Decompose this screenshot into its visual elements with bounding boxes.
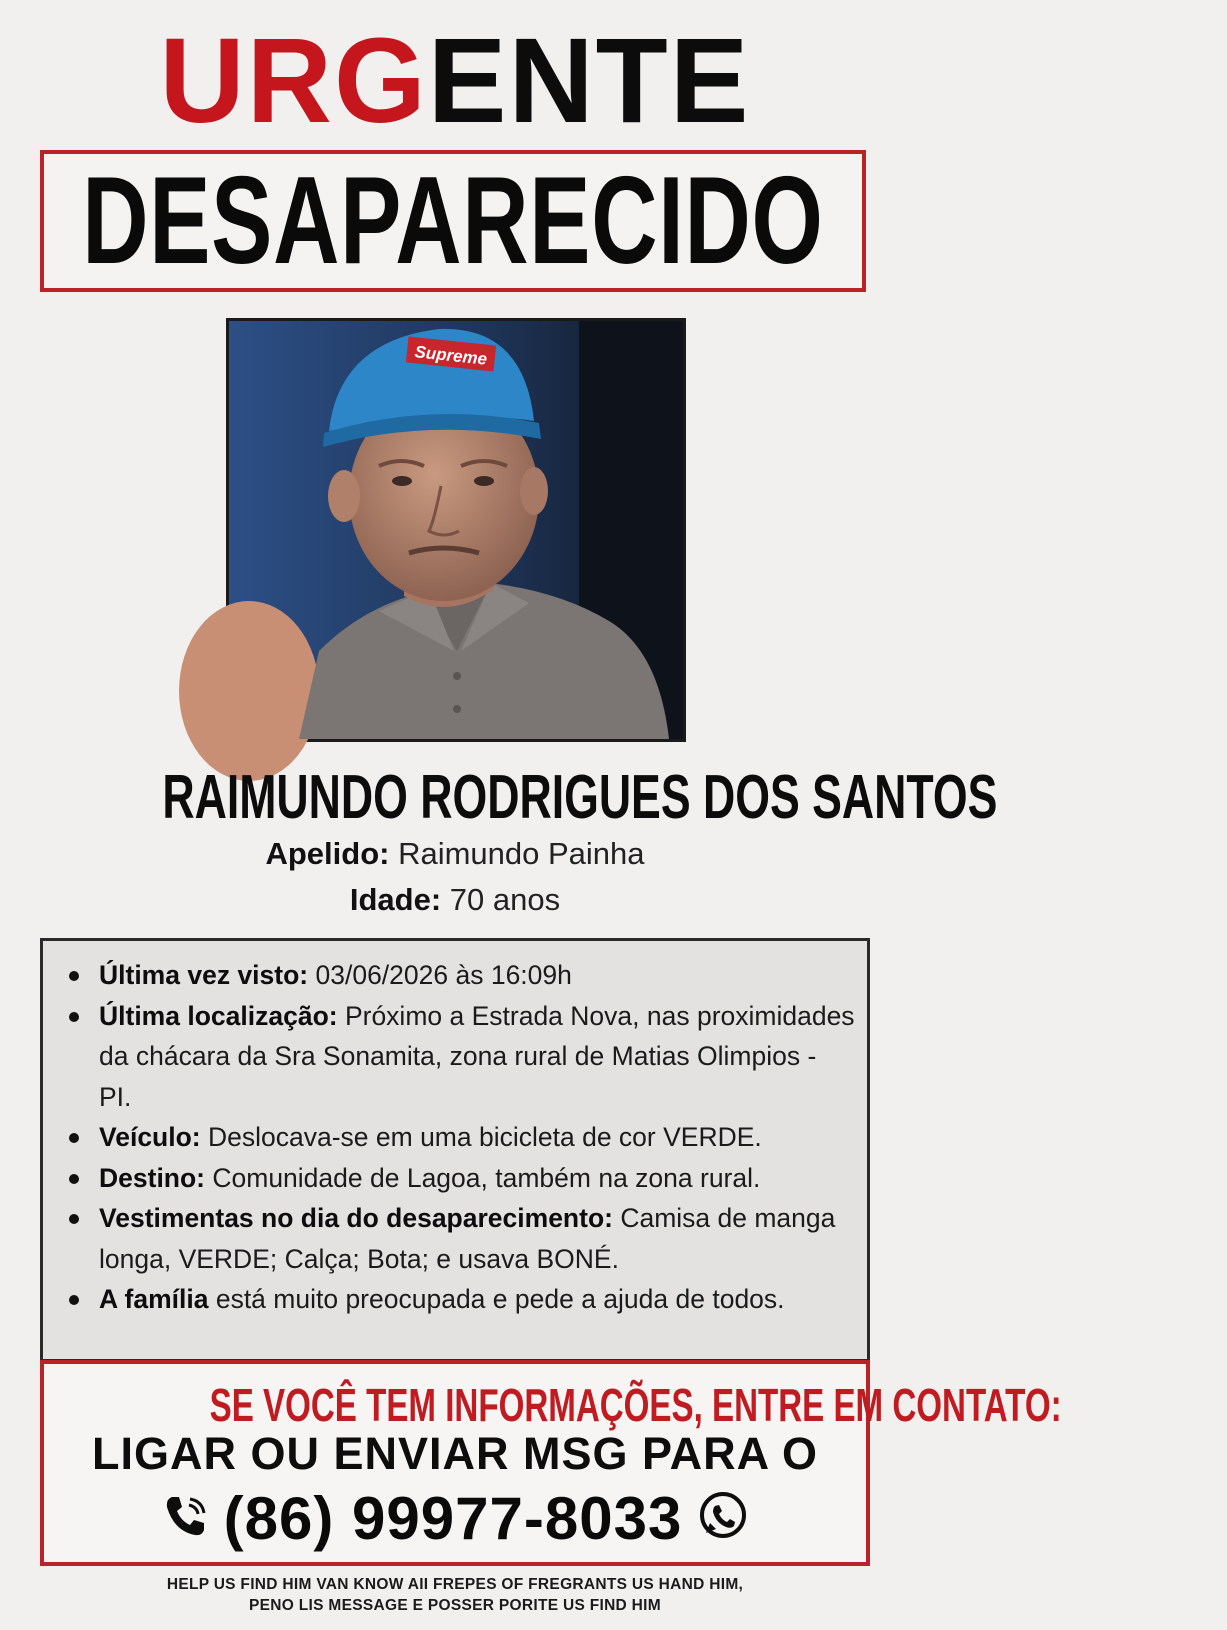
age-label: Idade: (349, 882, 442, 917)
footer-line-1: HELP US FIND HIM VAN KNOW AII FREPES OF FREGRANTS US HAND HIM, (166, 1576, 744, 1593)
person-name-text: RAIMUNDO RODRIGUES DOS SANTOS (162, 763, 998, 832)
headline-black-part: ENTE (427, 13, 751, 149)
detail-label: Última localização: (99, 1000, 338, 1031)
detail-vehicle (99, 1117, 855, 1158)
contact-cta-text: SE VOCÊ TEM INFORMAÇÕES, ENTRE EM CONTATO: (209, 1379, 1062, 1431)
phone-row (44, 1484, 866, 1553)
missing-banner (40, 150, 866, 292)
details-list (65, 955, 855, 1320)
detail-last-seen (99, 955, 855, 996)
cap-logo-text: Supreme (413, 342, 489, 369)
footer-line-2: PENO LIS MESSAGE E POSSER PORITE US FIND HIM (249, 1597, 661, 1614)
contact-cta (44, 1378, 1062, 1432)
detail-text: Deslocava-se em uma bicicleta de cor VERDE. (200, 1122, 762, 1152)
person-name (0, 762, 998, 833)
detail-label: Veículo: (99, 1122, 201, 1152)
nickname-value: Raimundo Painha (389, 836, 645, 871)
detail-text: está muito preocupada e pede a ajuda de todos. (208, 1284, 785, 1314)
headline-red-part: URG (159, 13, 428, 149)
detail-label: Destino: (99, 1162, 205, 1193)
phone-number[interactable]: (86) 99977-8033 (223, 1485, 683, 1552)
detail-label: A família (99, 1284, 209, 1314)
detail-label: Vestimentas no dia do desaparecimento: (99, 1203, 613, 1233)
nickname-line (0, 836, 910, 872)
person-photo (226, 318, 686, 742)
phone-icon (160, 1491, 210, 1546)
urgent-headline (0, 13, 910, 149)
contact-call-text: LIGAR OU ENVIAR MSG PARA O (91, 1428, 819, 1479)
detail-family (99, 1279, 855, 1320)
detail-clothing (99, 1198, 855, 1279)
detail-text: 03/06/2026 às 16:09h (308, 960, 572, 990)
nickname-label: Apelido: (265, 836, 390, 871)
detail-text: Próximo a Estrada Nova, nas proximidades da chácara da Sra Sonamita, zona rural de Matias Olimpios - PI. (99, 1000, 855, 1112)
whatsapp-icon (696, 1489, 750, 1548)
age-line (0, 882, 910, 918)
missing-banner-text: DESAPARECIDO (82, 152, 824, 290)
detail-last-location (99, 996, 855, 1118)
contact-box (40, 1360, 1062, 1566)
detail-text: Comunidade de Lagoa, também na zona rural. (205, 1162, 761, 1193)
age-value: 70 anos (441, 882, 561, 917)
detail-label: Última vez visto: (99, 960, 309, 990)
detail-destination (99, 1158, 855, 1199)
details-box (40, 938, 870, 1362)
detail-text: Camisa de manga longa, VERDE; Calça; Bota; e usava BONÉ. (99, 1203, 836, 1274)
